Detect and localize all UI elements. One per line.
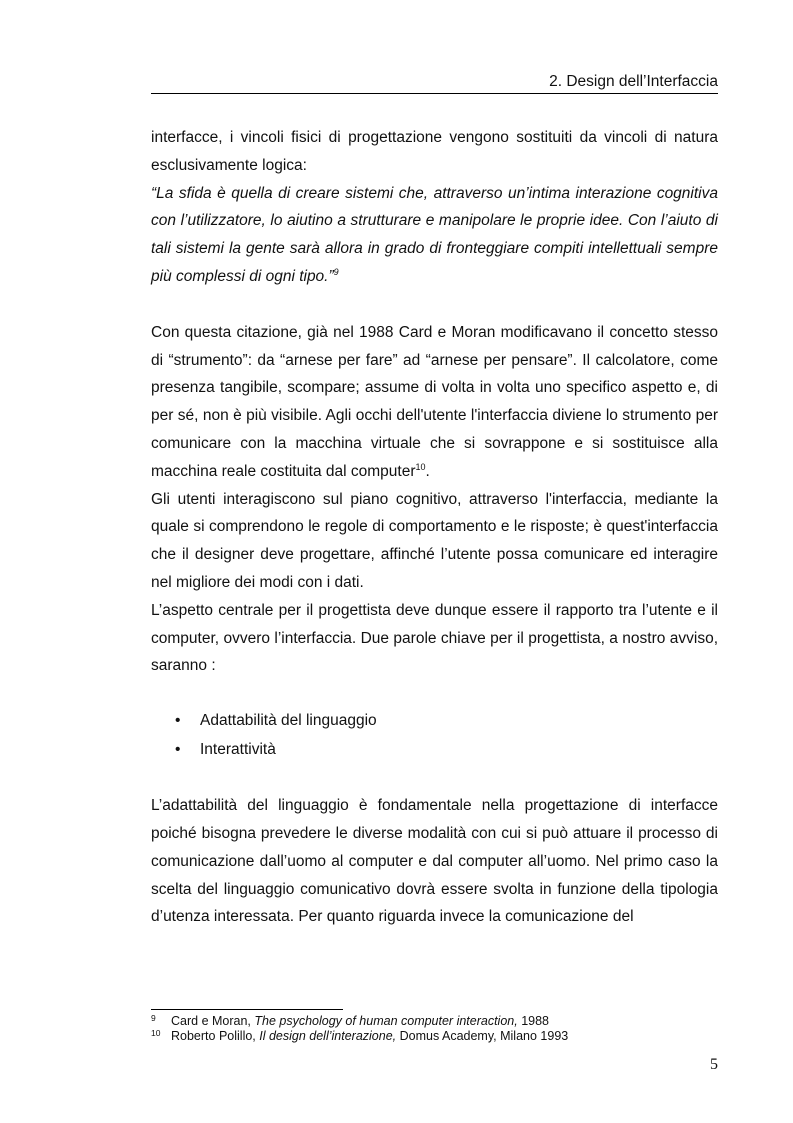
paragraph-3: Gli utenti interagiscono sul piano cognitivo, attraverso l'interfaccia, mediante la quale si comprendono le regole di comportamento e le risposte; è quest'interfaccia che il designer deve progettare, affinché l’utente possa comunicare ed interagire nel migliore dei modi con i dati. (151, 490, 718, 591)
list-item (151, 706, 718, 735)
paragraph-1: interfacce, i vincoli fisici di progettazione vengono sostituiti da vincoli di natura esclusivamente logica: (151, 129, 718, 174)
paragraph-4: L’aspetto centrale per il progettista deve dunque essere il rapporto tra l’utente e il computer, ovvero l’interfaccia. Due parole chiave per il progettista, a nostro avviso, saranno : (151, 601, 718, 675)
footnote-number: 9 (151, 1013, 156, 1023)
footnote-ref-10: 10 (415, 461, 426, 472)
list-item-text: Adattabilità del linguaggio (200, 712, 377, 730)
footnote-rule (151, 1009, 343, 1010)
footnote-rest: 1988 (517, 1014, 549, 1028)
bullet-icon: • (175, 741, 181, 759)
footnote-author: Roberto Polillo, (171, 1029, 260, 1043)
paragraph-2 (151, 319, 718, 486)
footnote-rest: Domus Academy, Milano 1993 (396, 1029, 569, 1043)
paragraph-2-end: . (425, 462, 430, 480)
page-number: 5 (710, 1056, 718, 1073)
list-item (151, 735, 718, 764)
running-header: 2. Design dell’Interfaccia (549, 73, 718, 90)
footnotes (151, 1014, 718, 1044)
block-quote (151, 180, 718, 291)
bullet-icon: • (175, 712, 181, 730)
footnote-author: Card e Moran, (171, 1014, 255, 1028)
footnote-10 (151, 1029, 718, 1044)
footnote-title: Il design dell’interazione, (259, 1029, 397, 1043)
footnote-ref-9: 9 (333, 266, 339, 277)
main-text (151, 124, 718, 931)
quote-text: “La sfida è quella di creare sistemi che, attraverso un’intima interazione cognitiva con l’utilizzatore, lo aiutino a strutturare e manipolare le proprie idee. Con l’aiuto di tali sistemi la gente sarà allora in grado di fronteggiare compiti intellettuali sempre più complessi di ogni tipo.” (151, 184, 718, 285)
footnote-number: 10 (151, 1028, 161, 1038)
paragraph-2-text: Con questa citazione, già nel 1988 Card e Moran modificavano il concetto stesso di “strumento”: da “arnese per fare” ad “arnese per pensare”. Il calcolatore, come presenza tangibile, scompare; assume di volta in volta uno specifico aspetto e, di per sé, non è più visibile. Agli occhi dell'utente l'interfaccia diviene lo strumento per comunicare con la macchina virtuale che si sovrappone e si sostituisce alla macchina reale costituita dal computer (151, 323, 718, 480)
bullet-list (151, 706, 718, 764)
header-rule (151, 93, 718, 94)
footnote-9 (151, 1014, 718, 1029)
footnote-title: The psychology of human computer interaction, (254, 1014, 518, 1028)
paragraph-5: L’adattabilità del linguaggio è fondamentale nella progettazione di interfacce poiché bisogna prevedere le diverse modalità con cui si può attuare il processo di comunicazione dall’uomo al computer e dal computer all’uomo. Nel primo caso la scelta del linguaggio comunicativo dovrà essere svolta in funzione della tipologia d’utenza interessata. Per quanto riguarda invece la comunicazione del (151, 797, 718, 926)
list-item-text: Interattività (200, 741, 276, 759)
